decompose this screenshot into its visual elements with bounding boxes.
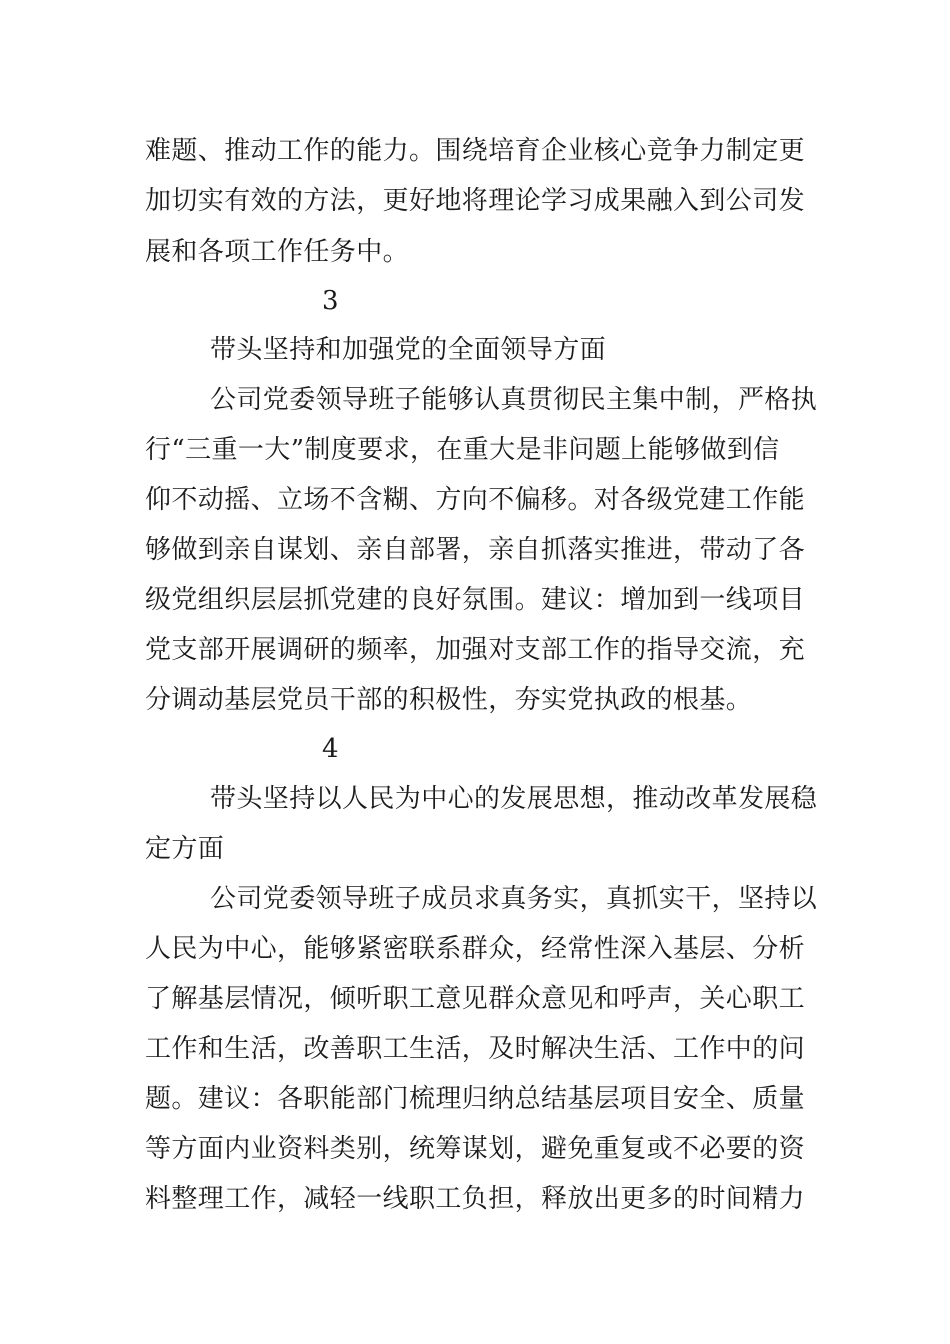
section-4-body-line: 人民为中心，能够紧密联系群众，经常性深入基层、分析 [145,934,806,964]
section-3-body-line: 党支部开展调研的频率，加强对支部工作的指导交流，充 [145,635,806,665]
section-3-body-line: 级党组织层层抓党建的良好氛围。建议：增加到一线项目 [145,585,806,615]
section-4-body-line: 料整理工作，减轻一线职工负担，释放出更多的时间精力 [145,1184,806,1214]
section-4-body-line: 等方面内业资料类别，统筹谋划，避免重复或不必要的资 [145,1134,806,1164]
section-3-body-line: 分调动基层党员干部的积极性，夯实党执政的根基。 [145,685,753,715]
section-3-number: 3 [322,286,339,316]
section-3-body-line: 公司党委领导班子能够认真贯彻民主集中制，严格执 [210,385,818,415]
section-4-body-line: 题。建议：各职能部门梳理归纳总结基层项目安全、质量 [145,1084,806,1114]
section-3-body-line: 行“三重一大”制度要求，在重大是非问题上能够做到信 [145,435,780,465]
paragraph-1-line-1: 难题、推动工作的能力。围绕培育企业核心竞争力制定更 [145,136,806,166]
section-3-body-line: 仰不动摇、立场不含糊、方向不偏移。对各级党建工作能 [145,485,806,515]
section-3-body-line: 够做到亲自谋划、亲自部署，亲自抓落实推进，带动了各 [145,535,806,565]
paragraph-1-line-3: 展和各项工作任务中。 [145,237,410,267]
section-4-heading-line-2: 定方面 [145,834,225,864]
section-4-number: 4 [322,734,339,764]
section-4-body-line: 了解基层情况，倾听职工意见群众意见和呼声，关心职工 [145,984,806,1014]
section-4-body-line: 公司党委领导班子成员求真务实，真抓实干，坚持以 [210,884,818,914]
section-4-body-line: 工作和生活，改善职工生活，及时解决生活、工作中的问 [145,1034,806,1064]
section-3-heading: 带头坚持和加强党的全面领导方面 [210,335,607,365]
paragraph-1-line-2: 加切实有效的方法，更好地将理论学习成果融入到公司发 [145,186,806,216]
section-4-heading-line-1: 带头坚持以人民为中心的发展思想，推动改革发展稳 [210,784,818,814]
